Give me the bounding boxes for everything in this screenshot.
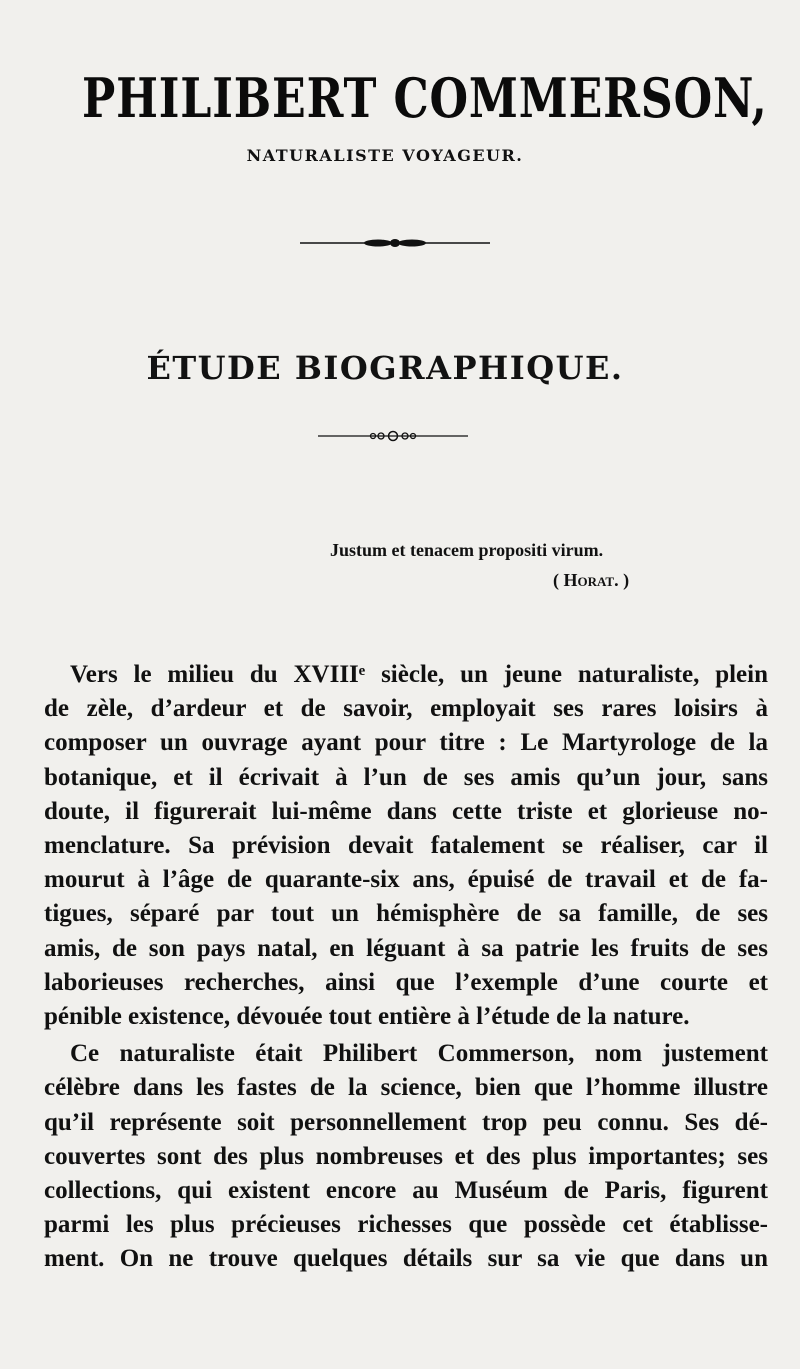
paragraph-2: [44, 1037, 768, 1276]
body-text: [44, 658, 768, 1277]
epigraph-quote: Justum et tenacem propositi virum.: [330, 540, 604, 560]
text-line: parmi les plus précieuses richesses que possède cet établisse-: [44, 1211, 768, 1239]
text-line: amis, de son pays natal, en léguant à sa patrie les fruits de ses: [44, 934, 768, 962]
section-heading: ÉTUDE BIOGRAPHIQUE.: [146, 348, 624, 387]
text-line: qu’il représente soit personnellement trop peu connu. Ses dé-: [44, 1108, 768, 1136]
text-line: pénible existence, dévouée tout entière à l’étude de la nature.: [44, 1003, 690, 1031]
ornamental-rule-top: [300, 236, 490, 250]
text-line: mourut à l’âge de quarante-six ans, épuisé de travail et de fa-: [44, 866, 768, 894]
text-line: botanique, et il écrivait à l’un de ses amis qu’un jour, sans: [44, 763, 768, 791]
text-line: menclature. Sa prévision devait fatalement se réaliser, car il: [44, 832, 768, 860]
page-title: PHILIBERT COMMERSON,: [82, 66, 768, 131]
text-line: collections, qui existent encore au Muséum de Paris, figurent: [44, 1177, 768, 1205]
text-line: Ce naturaliste était Philibert Commerson, nom justement: [70, 1040, 768, 1068]
text-line: ment. On ne trouve quelques détails sur sa vie que dans un: [44, 1245, 768, 1273]
epigraph-source: ( Horat. ): [553, 570, 630, 590]
ornamental-rule-bottom: [318, 428, 468, 444]
subtitle: NATURALISTE VOYAGEUR.: [246, 146, 524, 165]
text-line: composer un ouvrage ayant pour titre : Le Martyrologe de la: [44, 729, 768, 757]
text-line: couvertes sont des plus nombreuses et des plus importantes; ses: [44, 1142, 768, 1170]
text-line: célèbre dans les fastes de la science, bien que l’homme illustre: [44, 1074, 768, 1102]
paragraph-1: [44, 658, 768, 1034]
text-line: tigues, séparé par tout un hémisphère de sa famille, de ses: [44, 900, 768, 928]
text-line: de zèle, d’ardeur et de savoir, employait ses rares loisirs à: [44, 695, 768, 723]
text-line: Vers le milieu du XVIIIᵉ siècle, un jeune naturaliste, plein: [70, 661, 768, 688]
text-line: laborieuses recherches, ainsi que l’exemple d’une courte et: [44, 968, 768, 996]
text-line: doute, il figurerait lui-même dans cette triste et glorieuse no-: [44, 797, 768, 825]
